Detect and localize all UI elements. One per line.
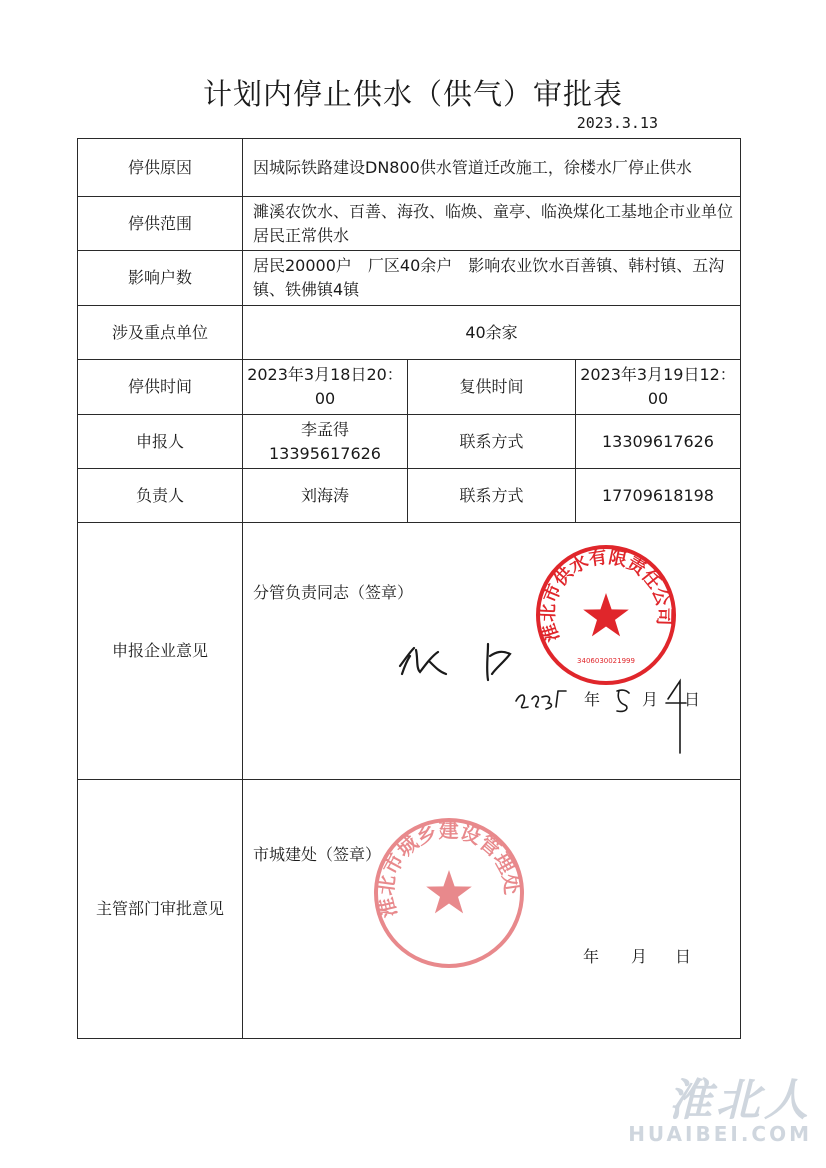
authority-signer-label: 市城建处（签章） [253,845,382,864]
key-units-value: 40余家 [243,306,741,360]
enterprise-opinion-label: 申报企业意见 [78,523,243,780]
authority-day-label: 日 [675,947,694,966]
responsible-label: 负责人 [78,469,243,523]
handwritten-signature [392,628,532,688]
scope-value: 濉溪农饮水、百善、海孜、临焕、童亭、临涣煤化工基地企市业单位居民正常供水 [243,197,741,251]
authority-year-label: 年 [583,947,602,966]
applicant-value: 李孟得13395617626 [243,415,408,469]
enterprise-official-seal [534,543,678,687]
applicant-contact-value: 13309617626 [576,415,741,469]
responsible-contact-label: 联系方式 [408,469,576,523]
watermark-domain: HUAIBEI.COM [628,1122,812,1146]
authority-seal-text: 淮北市城乡建设管理处 [373,818,525,920]
households-label: 影响户数 [78,251,243,306]
enterprise-seal-code: 3406030021999 [577,657,635,665]
responsible-contact-value: 17709618198 [576,469,741,523]
authority-opinion-cell [243,780,741,1039]
row-households [78,251,741,306]
authority-month-label: 月 [631,947,650,966]
stop-time-label: 停供时间 [78,360,243,415]
site-watermark [628,1064,812,1146]
enterprise-day-label: 日 [684,690,703,709]
row-key-units [78,306,741,360]
enterprise-seal-text: 淮北市供水有限责任公司 [537,546,675,645]
row-scope [78,197,741,251]
stop-time-value: 2023年3月18日20：00 [243,360,408,415]
applicant-contact-label: 联系方式 [408,415,576,469]
row-authority-opinion [78,780,741,1039]
enterprise-year-label: 年 [584,690,603,709]
handwritten-year [512,673,572,713]
key-units-label: 涉及重点单位 [78,306,243,360]
approval-form-table [77,138,741,1039]
handwritten-day [662,673,692,757]
handwritten-month [609,683,639,717]
document-date: 2023.3.13 [576,114,658,132]
households-value: 居民20000户 厂区40余户 影响农业饮水百善镇、韩村镇、五沟镇、铁佛镇4镇 [243,251,741,306]
reason-label: 停供原因 [78,139,243,197]
enterprise-opinion-cell [243,523,741,780]
reason-value: 因城际铁路建设DN800供水管道迁改施工，徐楼水厂停止供水 [243,139,741,197]
svg-text:淮北市城乡建设管理处 [373,818,524,920]
applicant-label: 申报人 [78,415,243,469]
responsible-value: 刘海涛 [243,469,408,523]
row-responsible [78,469,741,523]
scope-label: 停供范围 [78,197,243,251]
row-time [78,360,741,415]
enterprise-month-label: 月 [642,690,661,709]
row-reason [78,139,741,197]
resume-time-label: 复供时间 [408,360,576,415]
row-enterprise-opinion [78,523,741,780]
resume-time-value: 2023年3月19日12：00 [576,360,741,415]
document-title: 计划内停止供水（供气）审批表 [202,77,623,111]
authority-opinion-label: 主管部门审批意见 [78,780,243,1039]
row-applicant [78,415,741,469]
enterprise-signer-label: 分管负责同志（签章） [253,583,414,602]
watermark-logo-text: 淮北人 [668,1075,812,1126]
authority-official-seal [372,816,526,970]
